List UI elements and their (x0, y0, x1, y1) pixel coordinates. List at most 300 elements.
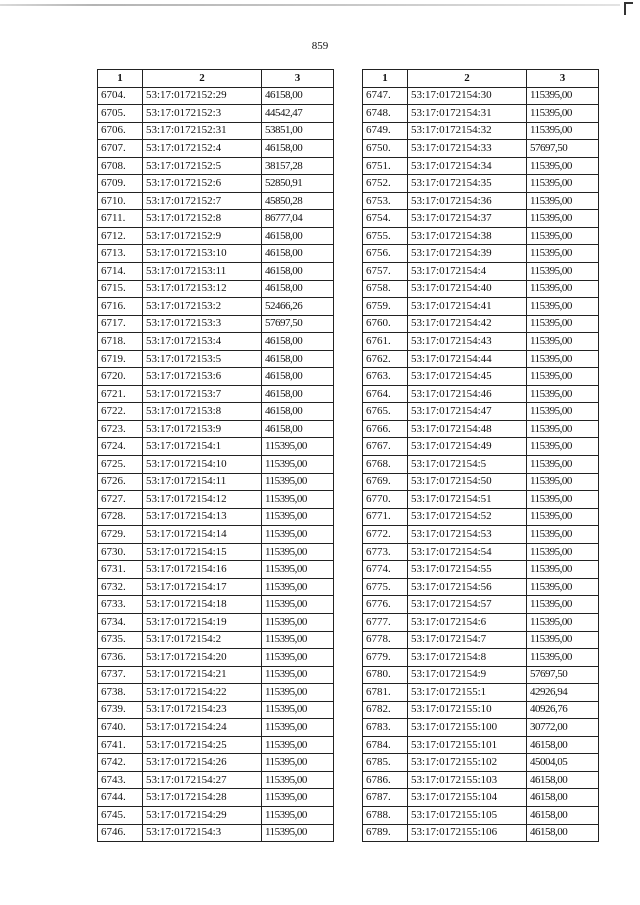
cadastral-number: 53:17:0172154:56 (408, 578, 527, 596)
row-number: 6766. (363, 420, 408, 438)
table-row (98, 245, 334, 263)
row-number: 6787. (363, 789, 408, 807)
cadastral-value: 45850,28 (262, 192, 334, 210)
row-number: 6752. (363, 175, 408, 193)
table-row (98, 263, 334, 281)
cadastral-number: 53:17:0172154:2 (143, 631, 262, 649)
cadastral-value: 115395,00 (262, 736, 334, 754)
cadastral-number: 53:17:0172152:4 (143, 140, 262, 158)
cadastral-value: 115395,00 (262, 666, 334, 684)
row-number: 6779. (363, 649, 408, 667)
header-col-1: 1 (98, 70, 143, 88)
table-row (363, 192, 599, 210)
row-number: 6706. (98, 122, 143, 140)
table-row (363, 596, 599, 614)
row-number: 6745. (98, 806, 143, 824)
table-body-left (98, 87, 334, 842)
row-number: 6726. (98, 473, 143, 491)
cadastral-value: 57697,50 (262, 315, 334, 333)
row-number: 6704. (98, 87, 143, 105)
table-row (98, 613, 334, 631)
table-row (98, 87, 334, 105)
cadastral-number: 53:17:0172154:43 (408, 333, 527, 351)
cadastral-number: 53:17:0172153:4 (143, 333, 262, 351)
cadastral-number: 53:17:0172152:5 (143, 157, 262, 175)
table-row (98, 140, 334, 158)
cadastral-value: 46158,00 (262, 420, 334, 438)
cadastral-value: 115395,00 (262, 789, 334, 807)
cadastral-value: 46158,00 (262, 280, 334, 298)
cadastral-number: 53:17:0172154:8 (408, 649, 527, 667)
cadastral-value: 115395,00 (527, 385, 599, 403)
table-row (363, 771, 599, 789)
cadastral-value: 115395,00 (262, 754, 334, 772)
row-number: 6769. (363, 473, 408, 491)
row-number: 6744. (98, 789, 143, 807)
row-number: 6732. (98, 578, 143, 596)
cadastral-value: 115395,00 (527, 561, 599, 579)
table-row (363, 754, 599, 772)
cadastral-number: 53:17:0172154:3 (143, 824, 262, 842)
table-row (363, 245, 599, 263)
cadastral-number: 53:17:0172153:9 (143, 420, 262, 438)
row-number: 6753. (363, 192, 408, 210)
cadastral-number: 53:17:0172154:25 (143, 736, 262, 754)
cadastral-value: 115395,00 (262, 631, 334, 649)
cadastral-number: 53:17:0172154:42 (408, 315, 527, 333)
cadastral-value: 115395,00 (527, 87, 599, 105)
table-header-row (98, 70, 334, 88)
table-row (98, 719, 334, 737)
table-row (363, 227, 599, 245)
row-number: 6764. (363, 385, 408, 403)
table-row (363, 649, 599, 667)
row-number: 6746. (98, 824, 143, 842)
table-row (98, 631, 334, 649)
cadastral-value: 53851,00 (262, 122, 334, 140)
cadastral-value: 115395,00 (527, 298, 599, 316)
cadastral-value: 115395,00 (262, 719, 334, 737)
cadastral-number: 53:17:0172154:34 (408, 157, 527, 175)
row-number: 6743. (98, 771, 143, 789)
cadastral-value: 45004,05 (527, 754, 599, 772)
cadastral-number: 53:17:0172154:41 (408, 298, 527, 316)
row-number: 6785. (363, 754, 408, 772)
table-row (363, 631, 599, 649)
row-number: 6742. (98, 754, 143, 772)
table-row (363, 719, 599, 737)
row-number: 6731. (98, 561, 143, 579)
cadastral-number: 53:17:0172154:6 (408, 613, 527, 631)
row-number: 6740. (98, 719, 143, 737)
row-number: 6736. (98, 649, 143, 667)
cadastral-number: 53:17:0172154:23 (143, 701, 262, 719)
table-row (363, 561, 599, 579)
table-row (98, 403, 334, 421)
header-col-1: 1 (363, 70, 408, 88)
table-row (98, 596, 334, 614)
row-number: 6711. (98, 210, 143, 228)
cadastral-number: 53:17:0172152:9 (143, 227, 262, 245)
row-number: 6761. (363, 333, 408, 351)
table-row (363, 403, 599, 421)
cadastral-value: 115395,00 (262, 613, 334, 631)
table-row (98, 684, 334, 702)
cadastral-number: 53:17:0172153:5 (143, 350, 262, 368)
cadastral-number: 53:17:0172155:105 (408, 806, 527, 824)
cadastral-value: 46158,00 (527, 771, 599, 789)
cadastral-value: 115395,00 (262, 561, 334, 579)
table-row (98, 227, 334, 245)
cadastral-value: 115395,00 (527, 631, 599, 649)
cadastral-value: 115395,00 (262, 456, 334, 474)
cadastral-value: 52466,26 (262, 298, 334, 316)
cadastral-number: 53:17:0172153:8 (143, 403, 262, 421)
row-number: 6737. (98, 666, 143, 684)
cadastral-value: 115395,00 (262, 701, 334, 719)
row-number: 6705. (98, 105, 143, 123)
cadastral-number: 53:17:0172154:20 (143, 649, 262, 667)
cadastral-number: 53:17:0172152:6 (143, 175, 262, 193)
cadastral-number: 53:17:0172154:40 (408, 280, 527, 298)
cadastral-number: 53:17:0172154:49 (408, 438, 527, 456)
table-row (363, 385, 599, 403)
row-number: 6755. (363, 227, 408, 245)
row-number: 6713. (98, 245, 143, 263)
cadastral-number: 53:17:0172154:36 (408, 192, 527, 210)
cadastral-number: 53:17:0172154:55 (408, 561, 527, 579)
cadastral-number: 53:17:0172153:2 (143, 298, 262, 316)
table-row (98, 771, 334, 789)
table-row (98, 736, 334, 754)
cadastral-value: 115395,00 (527, 350, 599, 368)
cadastral-value: 115395,00 (262, 438, 334, 456)
row-number: 6768. (363, 456, 408, 474)
cadastral-number: 53:17:0172152:31 (143, 122, 262, 140)
cadastral-value: 115395,00 (527, 105, 599, 123)
scan-top-edge (0, 4, 620, 6)
cadastral-value: 115395,00 (262, 684, 334, 702)
table-row (98, 420, 334, 438)
table-row (363, 122, 599, 140)
cadastral-value: 46158,00 (262, 227, 334, 245)
cadastral-value: 115395,00 (527, 508, 599, 526)
row-number: 6760. (363, 315, 408, 333)
cadastral-number: 53:17:0172154:15 (143, 543, 262, 561)
cadastral-number: 53:17:0172155:101 (408, 736, 527, 754)
cadastral-number: 53:17:0172154:35 (408, 175, 527, 193)
table-row (363, 105, 599, 123)
table-row (98, 701, 334, 719)
cadastral-value: 115395,00 (527, 543, 599, 561)
page-number: 859 (311, 40, 329, 52)
cadastral-number: 53:17:0172154:10 (143, 456, 262, 474)
cadastral-number: 53:17:0172155:102 (408, 754, 527, 772)
row-number: 6730. (98, 543, 143, 561)
row-number: 6709. (98, 175, 143, 193)
header-col-2: 2 (143, 70, 262, 88)
table-row (98, 438, 334, 456)
row-number: 6739. (98, 701, 143, 719)
cadastral-value: 115395,00 (527, 192, 599, 210)
cadastral-value: 115395,00 (262, 473, 334, 491)
cadastral-value: 115395,00 (527, 596, 599, 614)
table-row (98, 473, 334, 491)
cadastral-value: 46158,00 (527, 806, 599, 824)
row-number: 6780. (363, 666, 408, 684)
cadastral-value: 46158,00 (527, 736, 599, 754)
cadastral-value: 46158,00 (262, 350, 334, 368)
cadastral-number: 53:17:0172154:13 (143, 508, 262, 526)
cadastral-number: 53:17:0172154:53 (408, 526, 527, 544)
table-row (98, 649, 334, 667)
registry-table-right (362, 69, 599, 842)
cadastral-number: 53:17:0172153:7 (143, 385, 262, 403)
cadastral-value: 115395,00 (262, 596, 334, 614)
table-row (363, 175, 599, 193)
row-number: 6716. (98, 298, 143, 316)
cadastral-number: 53:17:0172155:103 (408, 771, 527, 789)
cadastral-value: 46158,00 (262, 333, 334, 351)
row-number: 6727. (98, 491, 143, 509)
cadastral-number: 53:17:0172154:44 (408, 350, 527, 368)
table-row (98, 543, 334, 561)
cadastral-value: 46158,00 (262, 368, 334, 386)
cadastral-value: 42926,94 (527, 684, 599, 702)
cadastral-value: 115395,00 (527, 613, 599, 631)
cadastral-number: 53:17:0172155:104 (408, 789, 527, 807)
table-row (98, 122, 334, 140)
corner-mark (624, 2, 633, 15)
table-row (363, 210, 599, 228)
cadastral-number: 53:17:0172154:19 (143, 613, 262, 631)
row-number: 6770. (363, 491, 408, 509)
table-row (98, 210, 334, 228)
table-row (363, 263, 599, 281)
table-row (98, 666, 334, 684)
table-row (98, 175, 334, 193)
table-row (98, 789, 334, 807)
cadastral-value: 46158,00 (262, 403, 334, 421)
row-number: 6750. (363, 140, 408, 158)
cadastral-value: 115395,00 (262, 649, 334, 667)
table-row (98, 806, 334, 824)
cadastral-number: 53:17:0172154:46 (408, 385, 527, 403)
table-row (363, 543, 599, 561)
row-number: 6718. (98, 333, 143, 351)
row-number: 6776. (363, 596, 408, 614)
cadastral-value: 115395,00 (527, 157, 599, 175)
table-row (98, 157, 334, 175)
cadastral-number: 53:17:0172154:27 (143, 771, 262, 789)
cadastral-number: 53:17:0172155:100 (408, 719, 527, 737)
row-number: 6738. (98, 684, 143, 702)
table-row (98, 192, 334, 210)
row-number: 6723. (98, 420, 143, 438)
table-row (363, 666, 599, 684)
row-number: 6721. (98, 385, 143, 403)
cadastral-value: 46158,00 (262, 385, 334, 403)
cadastral-number: 53:17:0172154:7 (408, 631, 527, 649)
table-row (363, 578, 599, 596)
table-row (98, 561, 334, 579)
table-row (363, 526, 599, 544)
table-row (363, 473, 599, 491)
row-number: 6733. (98, 596, 143, 614)
cadastral-value: 115395,00 (527, 227, 599, 245)
table-row (98, 368, 334, 386)
row-number: 6781. (363, 684, 408, 702)
cadastral-number: 53:17:0172154:54 (408, 543, 527, 561)
cadastral-number: 53:17:0172154:9 (408, 666, 527, 684)
row-number: 6754. (363, 210, 408, 228)
row-number: 6708. (98, 157, 143, 175)
row-number: 6763. (363, 368, 408, 386)
cadastral-value: 115395,00 (527, 245, 599, 263)
table-row (98, 315, 334, 333)
cadastral-number: 53:17:0172155:106 (408, 824, 527, 842)
table-row (98, 578, 334, 596)
table-row (363, 438, 599, 456)
cadastral-value: 115395,00 (527, 368, 599, 386)
cadastral-value: 115395,00 (527, 649, 599, 667)
cadastral-value: 40926,76 (527, 701, 599, 719)
cadastral-value: 38157,28 (262, 157, 334, 175)
cadastral-number: 53:17:0172154:4 (408, 263, 527, 281)
cadastral-number: 53:17:0172154:18 (143, 596, 262, 614)
row-number: 6767. (363, 438, 408, 456)
cadastral-value: 115395,00 (527, 333, 599, 351)
table-row (363, 736, 599, 754)
row-number: 6789. (363, 824, 408, 842)
table-row (363, 508, 599, 526)
cadastral-value: 115395,00 (527, 403, 599, 421)
cadastral-value: 115395,00 (262, 806, 334, 824)
row-number: 6762. (363, 350, 408, 368)
cadastral-value: 115395,00 (262, 491, 334, 509)
row-number: 6786. (363, 771, 408, 789)
cadastral-number: 53:17:0172154:5 (408, 456, 527, 474)
row-number: 6720. (98, 368, 143, 386)
cadastral-number: 53:17:0172154:32 (408, 122, 527, 140)
cadastral-number: 53:17:0172154:28 (143, 789, 262, 807)
header-col-3: 3 (262, 70, 334, 88)
table-row (363, 684, 599, 702)
row-number: 6728. (98, 508, 143, 526)
row-number: 6782. (363, 701, 408, 719)
cadastral-value: 115395,00 (527, 438, 599, 456)
cadastral-number: 53:17:0172154:12 (143, 491, 262, 509)
cadastral-value: 46158,00 (262, 87, 334, 105)
row-number: 6741. (98, 736, 143, 754)
table-row (363, 333, 599, 351)
cadastral-value: 115395,00 (527, 175, 599, 193)
cadastral-value: 86777,04 (262, 210, 334, 228)
table-row (98, 526, 334, 544)
table-row (363, 456, 599, 474)
table-row (363, 315, 599, 333)
row-number: 6773. (363, 543, 408, 561)
row-number: 6758. (363, 280, 408, 298)
cadastral-number: 53:17:0172155:10 (408, 701, 527, 719)
cadastral-value: 46158,00 (262, 263, 334, 281)
cadastral-number: 53:17:0172154:52 (408, 508, 527, 526)
row-number: 6783. (363, 719, 408, 737)
row-number: 6772. (363, 526, 408, 544)
cadastral-value: 115395,00 (527, 491, 599, 509)
row-number: 6710. (98, 192, 143, 210)
cadastral-number: 53:17:0172154:16 (143, 561, 262, 579)
row-number: 6722. (98, 403, 143, 421)
cadastral-number: 53:17:0172154:24 (143, 719, 262, 737)
registry-table-left (97, 69, 334, 842)
cadastral-number: 53:17:0172154:11 (143, 473, 262, 491)
cadastral-number: 53:17:0172154:38 (408, 227, 527, 245)
row-number: 6778. (363, 631, 408, 649)
row-number: 6774. (363, 561, 408, 579)
cadastral-value: 115395,00 (527, 456, 599, 474)
cadastral-value: 46158,00 (527, 789, 599, 807)
row-number: 6714. (98, 263, 143, 281)
cadastral-value: 46158,00 (262, 140, 334, 158)
cadastral-number: 53:17:0172154:33 (408, 140, 527, 158)
row-number: 6777. (363, 613, 408, 631)
cadastral-number: 53:17:0172154:29 (143, 806, 262, 824)
cadastral-number: 53:17:0172155:1 (408, 684, 527, 702)
row-number: 6757. (363, 263, 408, 281)
row-number: 6735. (98, 631, 143, 649)
row-number: 6788. (363, 806, 408, 824)
row-number: 6748. (363, 105, 408, 123)
cadastral-number: 53:17:0172154:22 (143, 684, 262, 702)
cadastral-number: 53:17:0172154:30 (408, 87, 527, 105)
row-number: 6784. (363, 736, 408, 754)
cadastral-number: 53:17:0172153:6 (143, 368, 262, 386)
table-row (98, 508, 334, 526)
cadastral-value: 115395,00 (262, 508, 334, 526)
cadastral-number: 53:17:0172154:14 (143, 526, 262, 544)
row-number: 6759. (363, 298, 408, 316)
cadastral-number: 53:17:0172154:31 (408, 105, 527, 123)
table-row (363, 280, 599, 298)
cadastral-value: 30772,00 (527, 719, 599, 737)
cadastral-value: 115395,00 (527, 315, 599, 333)
row-number: 6771. (363, 508, 408, 526)
cadastral-number: 53:17:0172153:10 (143, 245, 262, 263)
cadastral-value: 44542,47 (262, 105, 334, 123)
row-number: 6707. (98, 140, 143, 158)
row-number: 6775. (363, 578, 408, 596)
cadastral-number: 53:17:0172153:12 (143, 280, 262, 298)
table-row (98, 385, 334, 403)
cadastral-value: 115395,00 (527, 473, 599, 491)
cadastral-value: 115395,00 (262, 824, 334, 842)
cadastral-number: 53:17:0172154:50 (408, 473, 527, 491)
cadastral-value: 57697,50 (527, 666, 599, 684)
table-row (363, 420, 599, 438)
cadastral-value: 46158,00 (527, 824, 599, 842)
cadastral-value: 46158,00 (262, 245, 334, 263)
cadastral-value: 57697,50 (527, 140, 599, 158)
table-row (363, 806, 599, 824)
cadastral-number: 53:17:0172154:21 (143, 666, 262, 684)
row-number: 6717. (98, 315, 143, 333)
cadastral-number: 53:17:0172154:37 (408, 210, 527, 228)
cadastral-value: 115395,00 (527, 122, 599, 140)
table-row (98, 754, 334, 772)
cadastral-number: 53:17:0172154:48 (408, 420, 527, 438)
table-row (98, 280, 334, 298)
